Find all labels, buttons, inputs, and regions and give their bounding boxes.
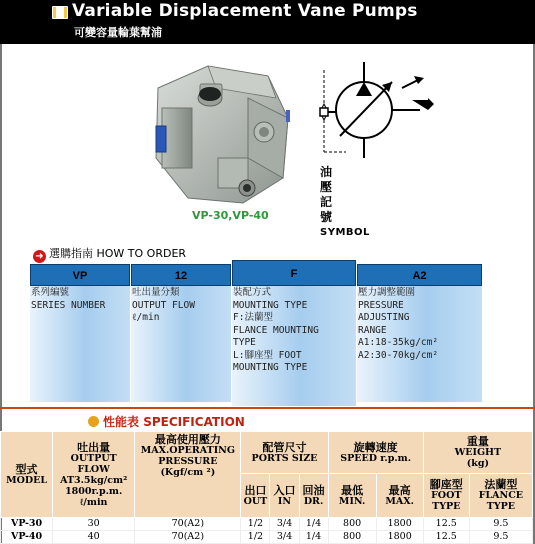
page-header bbox=[0, 0, 535, 44]
cell-min: 800 bbox=[328, 531, 376, 544]
col-output-flow: 吐出量 OUTPUT FLOW AT3.5kg/cm² 1800r.p.m. ℓ/min bbox=[53, 432, 135, 518]
order-desc-line: A1:18-35kg/cm² bbox=[358, 337, 439, 348]
cell-model: VP-40 bbox=[1, 531, 53, 544]
order-col-mounting bbox=[232, 260, 356, 398]
cell-pressure: 70(A2) bbox=[135, 531, 241, 544]
page-title: Variable Displacement Vane Pumps bbox=[72, 1, 418, 21]
cell-out: 1/2 bbox=[241, 518, 270, 531]
col-flance-type: 法蘭型 FLANCE TYPE bbox=[469, 474, 532, 518]
order-desc bbox=[232, 286, 356, 406]
order-desc-line: 系列編號 bbox=[31, 287, 70, 298]
cell-max: 1800 bbox=[376, 518, 423, 531]
how-to-order-en: HOW TO ORDER bbox=[96, 247, 187, 260]
col-max: 最高 MAX. bbox=[376, 474, 423, 518]
order-col-flow bbox=[131, 264, 231, 402]
vane-pump-image bbox=[148, 58, 298, 208]
order-desc-line: F:法蘭型 bbox=[233, 312, 273, 323]
col-out: 出口 OUT bbox=[241, 474, 270, 518]
col-min: 最低 MIN. bbox=[328, 474, 376, 518]
cell-min: 800 bbox=[328, 518, 376, 531]
order-desc bbox=[30, 286, 130, 402]
cell-in: 3/4 bbox=[270, 531, 299, 544]
cell-model: VP-30 bbox=[1, 518, 53, 531]
cell-foot: 12.5 bbox=[423, 531, 469, 544]
order-desc-line: 吐出量分類 bbox=[132, 287, 180, 298]
table-row bbox=[1, 518, 533, 531]
col-dr: 回油 DR. bbox=[299, 474, 328, 518]
order-desc-line: SERIES NUMBER bbox=[31, 299, 106, 311]
cell-flow: 30 bbox=[53, 518, 135, 531]
order-desc-line: OUTPUT FLOW bbox=[132, 299, 195, 311]
order-desc-line: 壓力調整範圍 bbox=[358, 287, 416, 298]
cell-dr: 1/4 bbox=[299, 518, 328, 531]
order-code: F bbox=[232, 260, 356, 286]
specification-table bbox=[0, 431, 533, 544]
spec-heading bbox=[88, 413, 245, 430]
order-code: 12 bbox=[131, 264, 231, 286]
order-desc-line: RANGE bbox=[358, 324, 387, 336]
how-to-order-heading bbox=[33, 245, 186, 263]
order-desc-line: ℓ/min bbox=[132, 312, 160, 323]
table-row bbox=[1, 531, 533, 544]
symbol-label-en: SYMBOL bbox=[320, 227, 370, 238]
arrow-right-icon: ➜ bbox=[33, 250, 46, 263]
page-bullet-icon bbox=[52, 6, 68, 19]
order-col-series bbox=[30, 264, 130, 402]
section-divider bbox=[0, 407, 535, 409]
order-desc-line: A2:30-70kg/cm² bbox=[358, 349, 439, 361]
order-code-table bbox=[30, 264, 482, 402]
cell-flance: 9.5 bbox=[469, 518, 532, 531]
order-desc-line: L:腳座型 FOOT bbox=[233, 349, 302, 361]
order-desc-line: MOUNTING TYPE bbox=[233, 362, 308, 373]
col-ports-size: 配管尺寸 PORTS SIZE bbox=[241, 432, 328, 474]
order-desc-line: MOUNTING TYPE bbox=[233, 299, 308, 311]
order-desc bbox=[131, 286, 231, 402]
col-model: 型式 MODEL bbox=[1, 432, 53, 518]
spec-title-cn: 性能表 bbox=[103, 415, 140, 429]
cell-foot: 12.5 bbox=[423, 518, 469, 531]
col-speed: 旋轉速度 SPEED r.p.m. bbox=[328, 432, 423, 474]
order-desc-line: 裝配方式 bbox=[233, 287, 272, 298]
cell-flow: 40 bbox=[53, 531, 135, 544]
spec-title-en: SPECIFICATION bbox=[143, 415, 245, 429]
col-foot-type: 腳座型 FOOT TYPE bbox=[423, 474, 469, 518]
cell-pressure: 70(A2) bbox=[135, 518, 241, 531]
pump-model-caption: VP-30,VP-40 bbox=[192, 209, 269, 222]
cell-max: 1800 bbox=[376, 531, 423, 544]
cell-flance: 9.5 bbox=[469, 531, 532, 544]
order-desc-line: TYPE bbox=[233, 337, 256, 348]
col-max-pressure: 最高使用壓力 MAX.OPERATING PRESSURE (Kgf/cm ²) bbox=[135, 432, 241, 518]
cell-out: 1/2 bbox=[241, 531, 270, 544]
cell-dr: 1/4 bbox=[299, 531, 328, 544]
order-desc-line: PRESSURE bbox=[358, 299, 404, 311]
cell-in: 3/4 bbox=[270, 518, 299, 531]
order-code: A2 bbox=[357, 264, 482, 286]
col-in: 入口 IN bbox=[270, 474, 299, 518]
how-to-order-cn: 選購指南 bbox=[49, 247, 93, 260]
order-code: VP bbox=[30, 264, 130, 286]
symbol-label-cn: 油壓記號 bbox=[320, 165, 333, 224]
page-subtitle: 可變容量輪葉幫浦 bbox=[74, 26, 162, 39]
col-weight: 重量 WEIGHT (kg) bbox=[423, 432, 532, 474]
order-col-pressure bbox=[357, 264, 482, 402]
order-desc-line: FLANCE MOUNTING bbox=[233, 324, 319, 336]
bullet-icon bbox=[88, 416, 99, 427]
order-desc bbox=[357, 286, 482, 402]
order-desc-line: ADJUSTING bbox=[358, 312, 410, 323]
hydraulic-symbol-icon bbox=[316, 60, 434, 160]
